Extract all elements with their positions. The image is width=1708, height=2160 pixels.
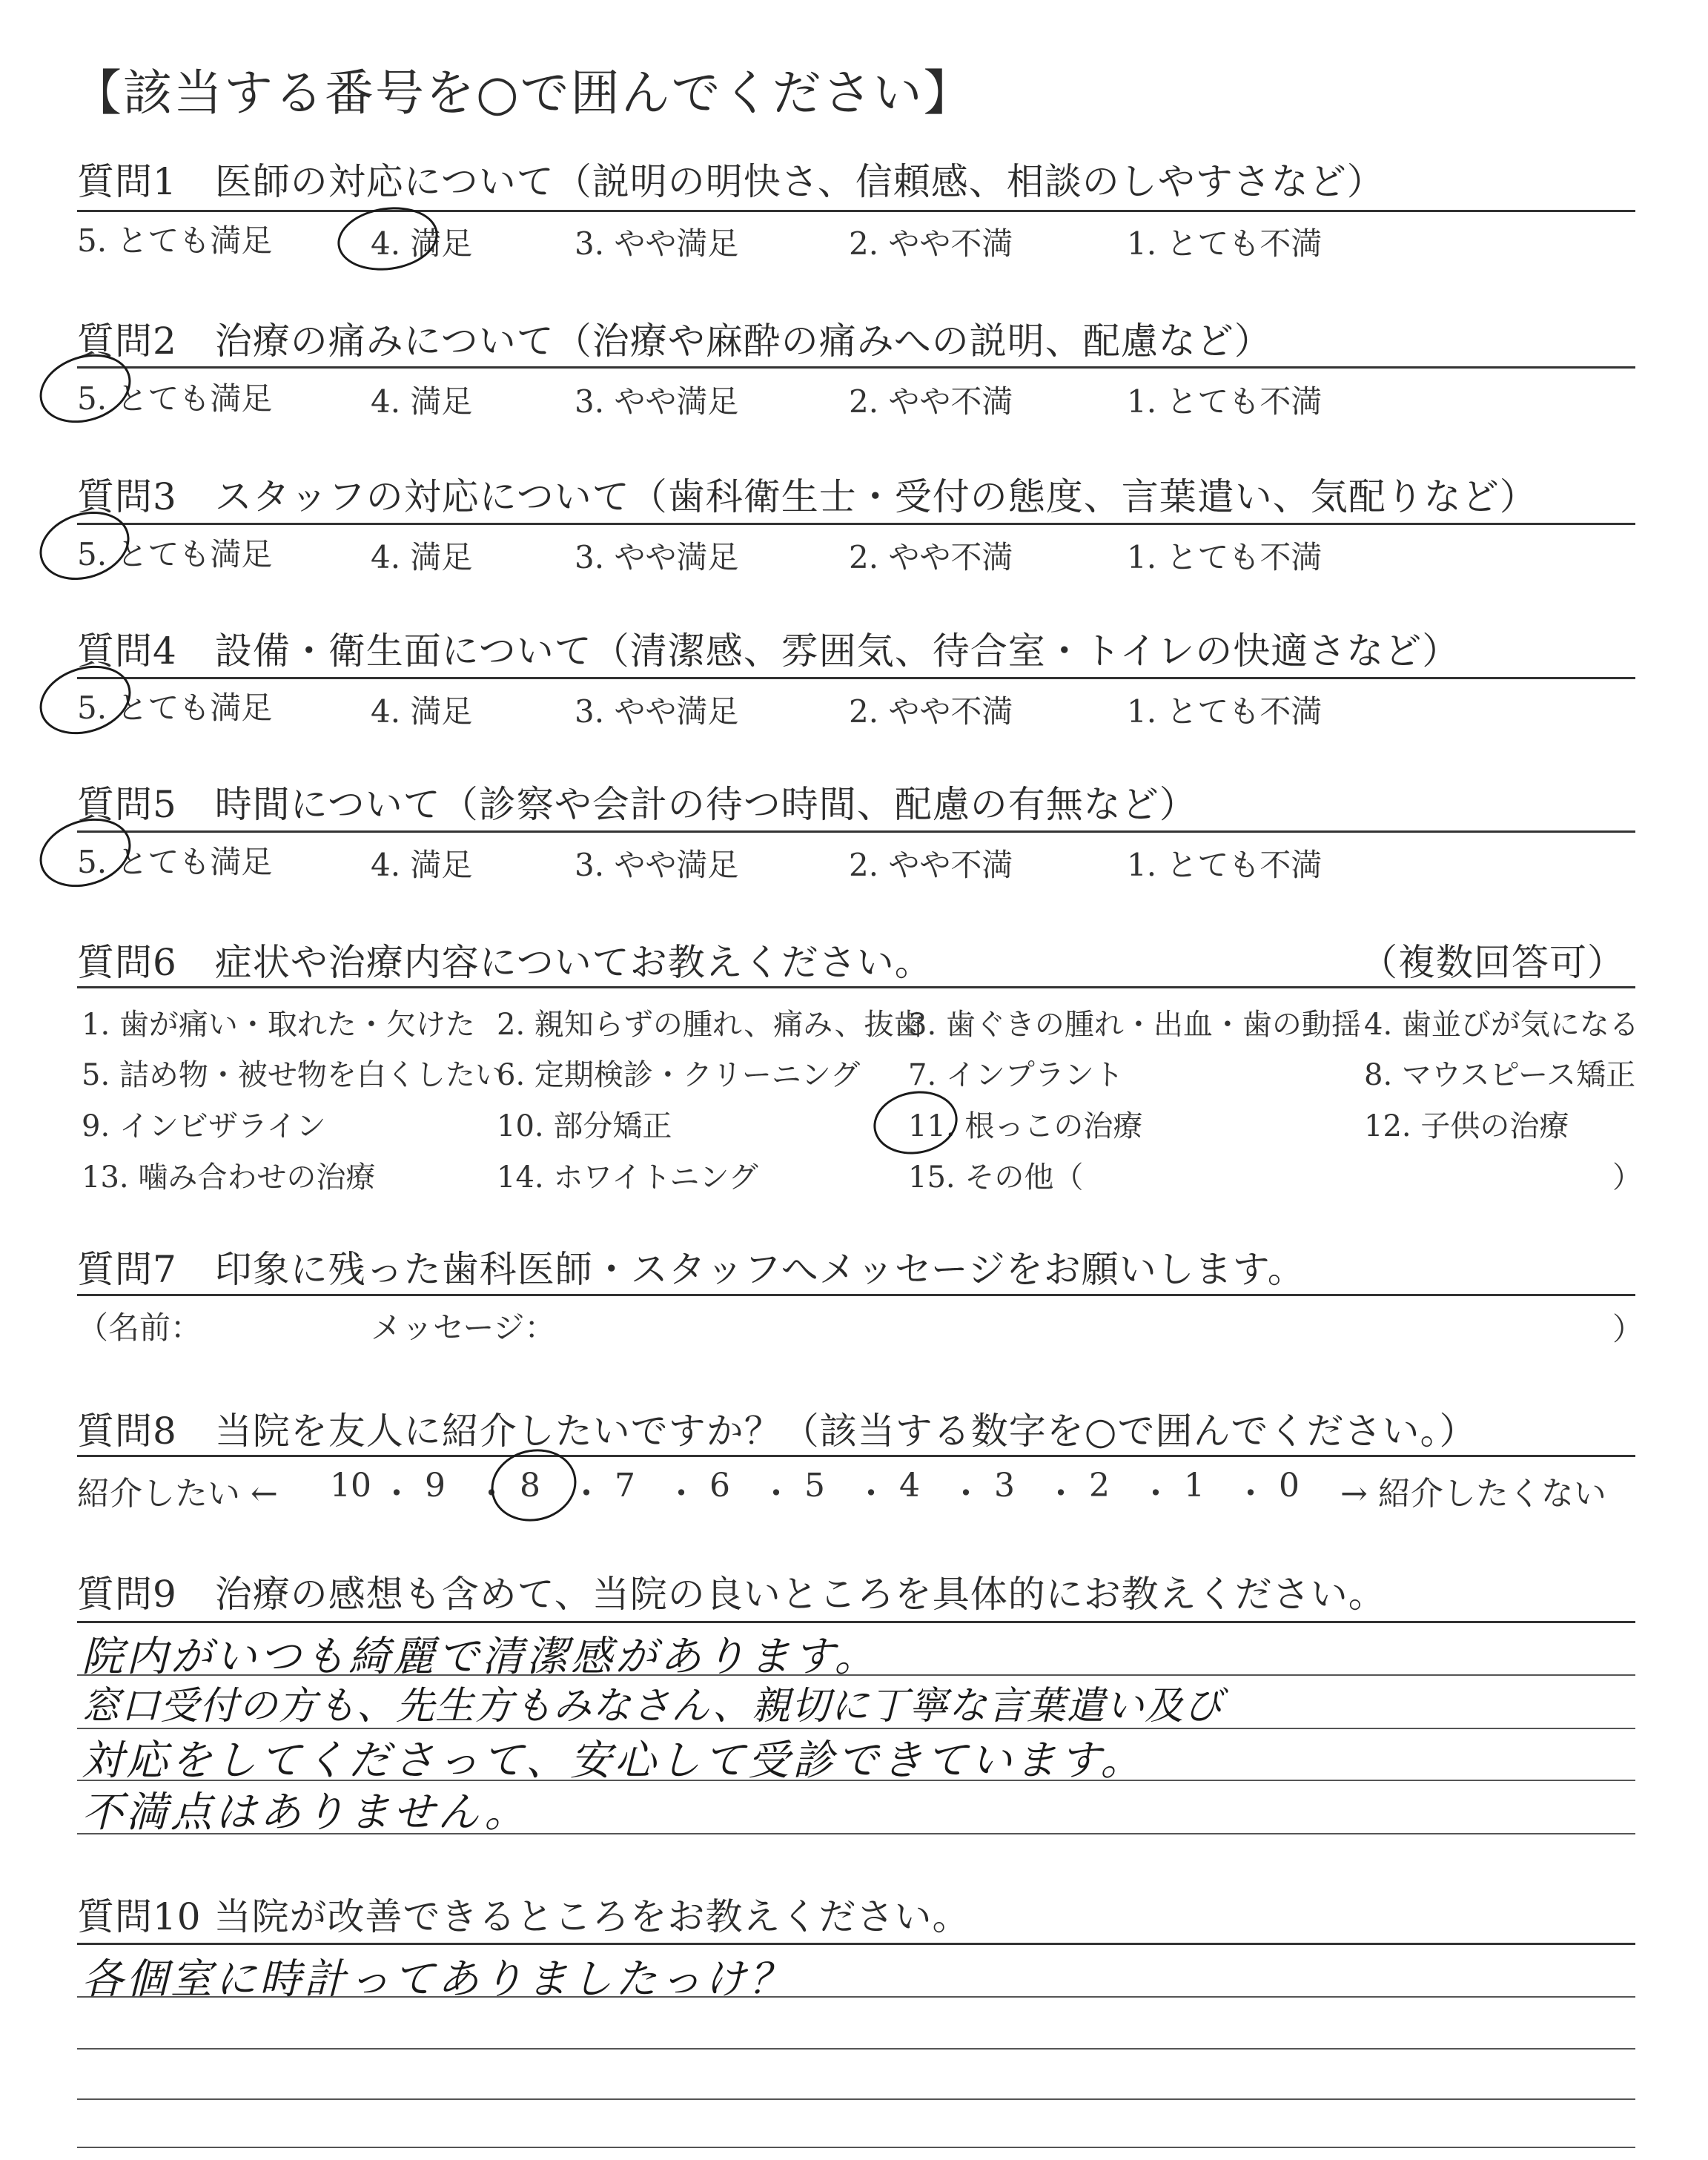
question-6-note: （複数回答可）	[1360, 941, 1625, 984]
q8-scale-value-9[interactable]: 9	[425, 1467, 446, 1505]
q10-answer-line-1: 各個室に時計ってありましたっけ？	[82, 1955, 793, 2004]
question-8-heading: 質問8 当院を友人に紹介したいですか？（該当する数字を○で囲んでください。）	[77, 1410, 1477, 1453]
q8-right-label: → 紹介したくない	[1340, 1475, 1606, 1513]
q1-option-4[interactable]: 4. 満足	[371, 225, 473, 262]
q10-rule-1	[77, 1943, 1635, 1945]
q8-left-label: 紹介したい ←	[77, 1475, 278, 1513]
q6-item-3[interactable]: 3. 歯ぐきの腫れ・出血・歯の動揺	[908, 1008, 1361, 1042]
q2-option-2[interactable]: 2. やや不満	[849, 383, 1013, 420]
q10-rule-3	[77, 2048, 1635, 2050]
q2-option-1[interactable]: 1. とても不満	[1127, 383, 1323, 420]
q8-scale-separator: ・	[665, 1475, 698, 1513]
q8-scale-value-1[interactable]: 1	[1184, 1467, 1205, 1505]
q6-item-6[interactable]: 6. 定期検診・クリーニング	[497, 1058, 861, 1092]
q6-item-8[interactable]: 8. マウスピース矯正	[1364, 1058, 1636, 1092]
q9-answer-line-1: 院内がいつも綺麗で清潔感があります。	[82, 1633, 879, 1681]
q4-option-4[interactable]: 4. 満足	[371, 693, 473, 730]
q6-item-9[interactable]: 9. インビザライン	[82, 1109, 326, 1143]
question-7-rule	[77, 1294, 1635, 1296]
q1-selection-circle	[334, 201, 442, 277]
page-title: 【該当する番号を○で囲んでください】	[73, 65, 974, 122]
q3-option-3[interactable]: 3. やや満足	[575, 539, 739, 575]
question-8-rule	[77, 1455, 1635, 1457]
q7-message-label: メッセージ：	[371, 1309, 556, 1346]
q2-option-5[interactable]: 5. とても満足	[77, 380, 273, 417]
q10-rule-4	[77, 2098, 1635, 2100]
q9-answer-line-2: 窓口受付の方も、先生方もみなさん、親切に丁寧な言葉遣い及び	[82, 1684, 1224, 1728]
q8-scale-separator: ・	[1139, 1475, 1172, 1513]
q5-option-2[interactable]: 2. やや不満	[849, 847, 1013, 883]
q6-item-11[interactable]: 11. 根っこの治療	[908, 1109, 1143, 1143]
q8-scale-separator: ・	[475, 1475, 508, 1513]
q4-option-2[interactable]: 2. やや不満	[849, 693, 1013, 730]
q8-scale-value-0[interactable]: 0	[1279, 1467, 1300, 1505]
q4-option-5[interactable]: 5. とても満足	[77, 690, 273, 726]
question-5-heading: 質問5 時間について（診察や会計の待つ時間、配慮の有無など）	[77, 783, 1197, 826]
question-6-rule	[77, 986, 1635, 988]
question-3-rule	[77, 523, 1635, 525]
q9-rule-1	[77, 1621, 1635, 1623]
q4-option-1[interactable]: 1. とても不満	[1127, 693, 1323, 730]
q8-scale-value-3[interactable]: 3	[994, 1467, 1015, 1505]
question-3-heading: 質問3 スタッフの対応について（歯科衛生士・受付の態度、言葉遣い、気配りなど）	[77, 475, 1537, 518]
q3-option-2[interactable]: 2. やや不満	[849, 539, 1013, 575]
q8-scale-value-6[interactable]: 6	[709, 1467, 730, 1505]
q6-item-7[interactable]: 7. インプラント	[908, 1058, 1124, 1092]
q8-scale-separator: ・	[570, 1475, 603, 1513]
question-5-rule	[77, 830, 1635, 833]
q6-item-13[interactable]: 13. 噛み合わせの治療	[82, 1160, 376, 1195]
q10-rule-5	[77, 2147, 1635, 2148]
q6-item-1[interactable]: 1. 歯が痛い・取れた・欠けた	[82, 1008, 475, 1042]
q3-option-5[interactable]: 5. とても満足	[77, 536, 273, 572]
q6-item-2[interactable]: 2. 親知らずの腫れ、痛み、抜歯	[497, 1008, 924, 1042]
q8-scale-value-2[interactable]: 2	[1089, 1467, 1110, 1505]
question-1-rule	[77, 210, 1635, 212]
q8-scale-separator: ・	[1045, 1475, 1077, 1513]
q7-close-paren: ）	[1612, 1311, 1644, 1347]
q6-item-5[interactable]: 5. 詰め物・被せ物を白くしたい	[82, 1058, 505, 1092]
q6-item-12[interactable]: 12. 子供の治療	[1364, 1109, 1569, 1143]
q6-selection-circle	[869, 1085, 963, 1161]
q3-option-4[interactable]: 4. 満足	[371, 539, 473, 575]
question-2-heading: 質問2 治療の痛みについて（治療や麻酔の痛みへの説明、配慮など）	[77, 320, 1272, 363]
q8-scale-value-5[interactable]: 5	[804, 1467, 825, 1505]
question-4-rule	[77, 677, 1635, 679]
q6-item-14[interactable]: 14. ホワイトニング	[497, 1160, 758, 1195]
q5-option-1[interactable]: 1. とても不満	[1127, 847, 1323, 883]
q6-item-4[interactable]: 4. 歯並びが気になる	[1364, 1008, 1639, 1042]
question-10-heading: 質問10 当院が改善できるところをお教えください。	[77, 1895, 970, 1938]
q7-name-label: （名前：	[77, 1309, 202, 1346]
q1-option-3[interactable]: 3. やや満足	[575, 225, 739, 262]
q6-item-10[interactable]: 10. 部分矯正	[497, 1109, 672, 1143]
q1-option-5[interactable]: 5. とても満足	[77, 222, 273, 259]
question-9-heading: 質問9 治療の感想も含めて、当院の良いところを具体的にお教えください。	[77, 1573, 1386, 1616]
q8-scale-value-8[interactable]: 8	[520, 1467, 540, 1505]
q5-option-3[interactable]: 3. やや満足	[575, 847, 739, 883]
question-1-heading: 質問1 医師の対応について（説明の明快さ、信頼感、相談のしやすさなど）	[77, 160, 1385, 203]
q1-option-1[interactable]: 1. とても不満	[1127, 225, 1323, 262]
question-4-heading: 質問4 設備・衛生面について（清潔感、雰囲気、待合室・トイレの快適さなど）	[77, 630, 1460, 673]
q9-answer-line-4: 不満点はありません。	[82, 1789, 529, 1837]
q2-option-4[interactable]: 4. 満足	[371, 383, 473, 420]
q4-option-3[interactable]: 3. やや満足	[575, 693, 739, 730]
q1-option-2[interactable]: 2. やや不満	[849, 225, 1013, 262]
q8-scale-separator: ・	[950, 1475, 982, 1513]
question-2-rule	[77, 366, 1635, 369]
q5-option-4[interactable]: 4. 満足	[371, 847, 473, 883]
q8-scale-value-7[interactable]: 7	[615, 1467, 635, 1505]
q8-scale-separator: ・	[380, 1475, 413, 1513]
q8-scale-separator: ・	[855, 1475, 887, 1513]
question-6-heading: 質問6 症状や治療内容についてお教えください。	[77, 941, 933, 984]
q8-scale-separator: ・	[1234, 1475, 1267, 1513]
question-7-heading: 質問7 印象に残った歯科医師・スタッフへメッセージをお願いします。	[77, 1248, 1305, 1291]
q6-item-15-close: ）	[1612, 1160, 1642, 1195]
q8-scale-separator: ・	[760, 1475, 792, 1513]
q5-option-5[interactable]: 5. とても満足	[77, 844, 273, 880]
q6-item-15[interactable]: 15. その他（	[908, 1160, 1084, 1195]
q8-scale-value-4[interactable]: 4	[899, 1467, 920, 1505]
q9-answer-line-3: 対応をしてくださって、安心して受診できています。	[82, 1737, 1145, 1785]
q3-option-1[interactable]: 1. とても不満	[1127, 539, 1323, 575]
q2-option-3[interactable]: 3. やや満足	[575, 383, 739, 420]
q8-scale-value-10[interactable]: 10	[330, 1467, 371, 1505]
